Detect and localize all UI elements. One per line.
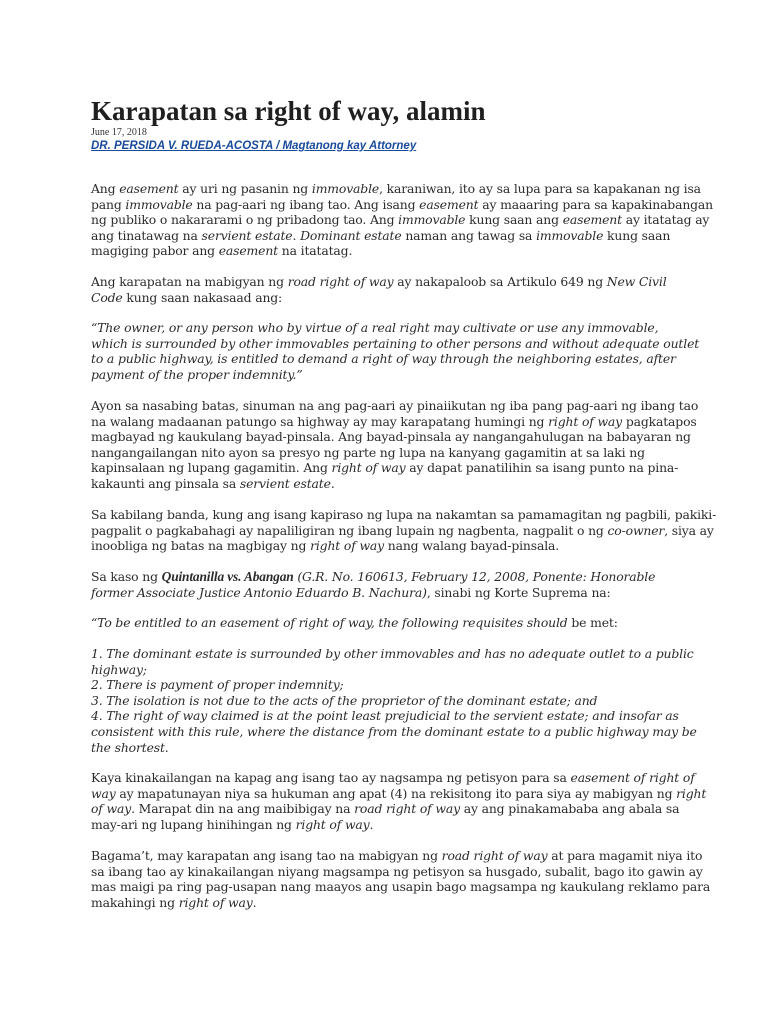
- paragraph-requisites-list: [91, 646, 697, 755]
- text-line: may-ari ng lupang hinihingan ng right of way.: [91, 816, 374, 832]
- text-line: Sa kaso ng Quintanilla vs. Abangan (G.R. No. 160613, February 12, 2008, Ponente: Honorable: [91, 569, 656, 584]
- text-line: magbayad ng kaukulang bayad-pinsala. Ang bayad-pinsala ay nangangahulugan na babayaran ng: [91, 429, 691, 445]
- text-line: former Associate Justice Antonio Eduardo B. Nachura), sinabi ng Korte Suprema na:: [91, 584, 611, 600]
- paragraph-requisites-intro: [91, 615, 681, 631]
- text-line: magiging pabor ang easement na itatatag.: [91, 243, 353, 259]
- paragraph-article-649: [91, 274, 681, 305]
- text-line: highway;: [91, 661, 147, 677]
- text-line: Kaya kinakailangan na kapag ang isang tao ay nagsampa ng petisyon para sa easement of right of: [91, 770, 695, 785]
- text-line: pang immovable na pag-aari ng ibang tao. Ang isang easement ay maaaring para sa kapakinabangan: [91, 196, 714, 212]
- text-line: inoobliga ng batas na magbigay ng right of way nang walang bayad-pinsala.: [91, 538, 560, 554]
- paragraph-easement-definition: [91, 181, 714, 259]
- text-line: to a public highway, is entitled to demand a right of way through the neighboring estates, after: [91, 351, 676, 367]
- article-date: June 17, 2018: [91, 127, 147, 138]
- paragraph-bagamat: [91, 848, 711, 910]
- text-line: Code kung saan nakasaad ang:: [91, 289, 283, 305]
- text-line: nangangailangan nito ayon sa presyo ng parte ng lupa na kanyang gagamitin at sa laki ng: [91, 444, 645, 460]
- text-line: 2. There is payment of proper indemnity;: [91, 677, 344, 693]
- text-line: Sa kabilang banda, kung ang isang kapiraso ng lupa na nakamtan sa pamamagitan ng pagbili, pakiki-: [91, 507, 717, 522]
- text-line: 1. The dominant estate is surrounded by other immovables and has no adequate outlet to a public: [91, 646, 694, 661]
- text-line: pagpalit o pagkabahagi ay napaliligiran ng ibang lupain ng nagbenta, nagpalit o ng co-owner, siya ay: [91, 522, 714, 538]
- text-line: 3. The isolation is not due to the acts of the proprietor of the dominant estate; and: [91, 692, 598, 708]
- paragraph-kabilang-banda: [91, 507, 717, 554]
- paragraph-quintanilla-case: [91, 569, 681, 600]
- paragraph-civil-code-quote: [91, 320, 700, 382]
- text-line: which is surrounded by other immovables pertaining to other persons and without adequate outlet: [91, 335, 700, 351]
- text-line: “The owner, or any person who by virtue of a real right may cultivate or use any immovable,: [91, 320, 659, 335]
- text-line: 4. The right of way claimed is at the point least prejudicial to the servient estate; and insofar as: [91, 708, 679, 724]
- paragraph-ayon-sa-batas: [91, 398, 699, 492]
- text-line: consistent with this rule, where the distance from the dominant estate to a public highway may be: [91, 723, 697, 739]
- text-line: Ayon sa nasabing batas, sinuman na ang pag-aari ay pinaiikutan ng iba pang pag-aari ng ibang tao: [91, 398, 699, 413]
- text-line: ng publiko o nakararami o ng pribadong tao. Ang immovable kung saan ang easement ay itatatag ay: [91, 212, 710, 228]
- text-line: “To be entitled to an easement of right of way, the following requisites should be met:: [91, 615, 618, 630]
- text-line: na walang madaanan patungo sa highway ay may karapatang humingi ng right of way pagkatapos: [91, 413, 697, 429]
- text-line: kapinsalaan ng lupang gagamitin. Ang right of way ay dapat panatilihin sa isang punto na pina-: [91, 460, 679, 476]
- article-title: Karapatan sa right of way, alamin: [91, 96, 486, 126]
- text-line: makahingi ng right of way.: [91, 894, 257, 910]
- text-line: kakaunti ang pinsala sa servient estate.: [91, 475, 335, 491]
- text-line: way ay mapatunayan niya sa hukuman ang apat (4) na rekisitong ito para siya ay mabigyan ng right: [91, 785, 707, 801]
- text-line: Ang karapatan na mabigyan ng road right of way ay nakapaloob sa Artikulo 649 ng New Civil: [91, 274, 667, 289]
- text-line: mas maigi pa ring pag-usapan nang maayos ang usapin bago magsampa ng kaukulang reklamo para: [91, 879, 711, 895]
- text-line: Bagama’t, may karapatan ang isang tao na mabigyan ng road right of way at para magamit niya ito: [91, 848, 703, 863]
- text-line: sa ibang tao ay kinakailangan niyang magsampa ng petisyon sa husgado, subalit, bago ito gawin ay: [91, 863, 703, 879]
- text-line: the shortest.: [91, 739, 169, 755]
- author-link[interactable]: DR. PERSIDA V. RUEDA-ACOSTA / Magtanong kay Attorney: [91, 140, 417, 152]
- text-line: payment of the proper indemnity.”: [91, 366, 303, 382]
- paragraph-kaya-kinakailangan: [91, 770, 707, 832]
- text-line: of way. Marapat din na ang maibibigay na road right of way ay ang pinakamababa ang abala sa: [91, 801, 680, 817]
- text-line: ang tinatawag na servient estate. Dominant estate naman ang tawag sa immovable kung saan: [91, 227, 671, 243]
- text-line: Ang easement ay uri ng pasanin ng immovable, karaniwan, ito ay sa lupa para sa kapakanan ng isa: [91, 181, 701, 196]
